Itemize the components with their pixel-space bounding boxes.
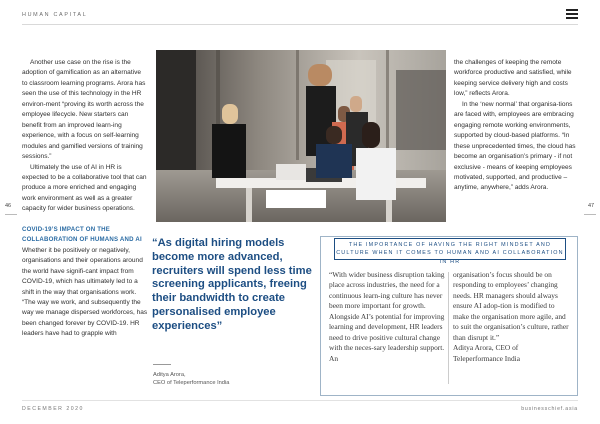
body-paragraph: In the ‘new normal’ that organisa-tions are faced with, employees are embracing engaging remote working environments, supported by cloud-based platforms. “In these unprecedented times, the cloud has become an organisation’s primary - if not exclusive - means of keeping employees motivated, supported, and productive – anytime, anywhere,” adds Arora. <box>454 100 576 192</box>
article-column-right <box>454 58 578 194</box>
hamburger-menu-icon[interactable] <box>566 9 578 19</box>
sidebar-box-attribution-name: Aditya Arora, CEO of <box>453 343 519 353</box>
footer-divider <box>22 400 578 401</box>
body-paragraph: Whether it be positively or negatively, organisations and their operations around the world have signifi-cant impact from COVID-19, which has ultimately led to a shift in the way that organisations work. “The way we work, and subsequently the way we manage dispersed workforces, has been changed forever by COVID-19. HR leaders have had to grapple with <box>22 246 148 338</box>
sidebar-box-divider <box>448 272 449 384</box>
body-paragraph: the challenges of keeping the remote workforce productive and satisfied, while keeping service delivery high and costs low,” reflects Arora. <box>454 59 572 98</box>
pull-quote-author-title: CEO of Teleperformance India <box>153 379 230 386</box>
header-divider <box>22 24 578 25</box>
pull-quote: “As digital hiring models become more advanced, recruiters will spend less time screening applicants, freeing their bandwidth to create personalised employee experiences” <box>152 237 312 332</box>
page-number-rule-left <box>5 214 17 215</box>
sidebar-box-title: THE IMPORTANCE OF HAVING THE RIGHT MINDSET AND CULTURE WHEN IT COMES TO HUMAN AND AI COLLABORATION IN HR <box>334 238 566 260</box>
issue-date: DECEMBER 2020 <box>22 406 84 412</box>
pull-quote-attribution <box>153 372 229 387</box>
sidebar-box-column-right <box>453 270 570 364</box>
sidebar-box-quote-text: organisation’s focus should be on responding to employees’ changing needs. HR managers should always ensure AI adop-tion is modified to make the organisation more agile, and to suit the organisation’s culture, rather than disrupt it.” <box>453 270 569 342</box>
page-number-left: 46 <box>5 203 12 209</box>
sidebar-box-attribution-org: Teleperformance India <box>453 353 520 363</box>
section-subheading: COVID-19’S IMPACT ON THE COLLABORATION OF HUMANS AND AI <box>22 225 142 244</box>
pull-quote-rule <box>153 364 171 365</box>
sidebar-box-column-left: “With wider business disruption taking place across industries, the need for a continuous learn-ing culture has never been more important for growth. Alongside AI’s potential for improving learning and development, HR leaders need to drive positive cultural change with the neces-sary leadership support. An <box>329 270 445 363</box>
office-meeting-photo <box>156 50 446 222</box>
pull-quote-author-name: Aditya Arora, <box>153 372 186 378</box>
page-number-right: 47 <box>588 203 595 209</box>
article-column-left <box>22 58 148 340</box>
body-paragraph: Another use case on the rise is the adoption of gamification as an alternative to classroom learning programs. Arora has seen the use of this technology in the HR environ-ment “proving its worth across the employee lifecycle. New starters can benefit from an improved learn-ing experience, with a focus on self-learning modules and gamified versions of training sessions.” <box>22 59 146 161</box>
section-label: HUMAN CAPITAL <box>22 12 88 18</box>
site-link[interactable]: businesschief.asia <box>521 406 578 412</box>
body-paragraph: Ultimately the use of AI in HR is expected to be a collaborative tool that can produce a more enriched and engaging work environment as well as a greater capacity for wider business operations. <box>22 163 147 213</box>
page-number-rule-right <box>584 214 596 215</box>
